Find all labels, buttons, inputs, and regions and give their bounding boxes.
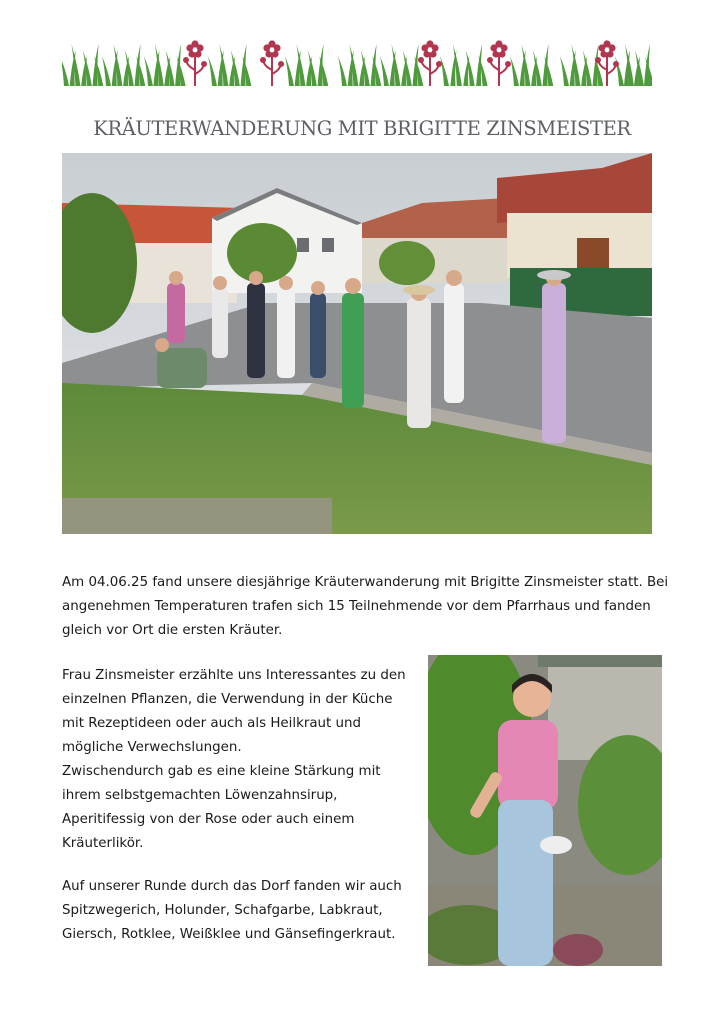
body-line: ihrem selbstgemachten Löwenzahnsirup, [62, 788, 338, 803]
closing-line: Spitzwegerich, Holunder, Schafgarbe, Labkraut, [62, 903, 383, 918]
intro-line: angenehmen Temperaturen trafen sich 15 Teilnehmende vor dem Pfarrhaus und fanden [62, 599, 651, 614]
grass-icon [208, 44, 251, 86]
body-paragraph [62, 664, 417, 856]
decorative-banner [62, 40, 652, 86]
flower-icon [260, 40, 284, 86]
intro-paragraph [62, 571, 669, 643]
grass-icon [615, 44, 652, 86]
body-line: Aperitifessig von der Rose oder auch einem [62, 812, 355, 827]
flower-icon [183, 40, 207, 86]
intro-line: Am 04.06.25 fand unsere diesjährige Kräuterwanderung mit Brigitte Zinsmeister statt. Bei [62, 575, 669, 590]
grass-icon [510, 44, 553, 86]
closing-line: Giersch, Rotklee, Weißklee und Gänsefingerkraut. [62, 927, 396, 942]
page-title: KRÄUTERWANDERUNG MIT BRIGITTE ZINSMEISTER [93, 117, 631, 141]
grass-icon [62, 44, 103, 86]
closing-line: Auf unserer Runde durch das Dorf fanden wir auch [62, 879, 402, 894]
closing-paragraph [62, 875, 417, 947]
body-line: Frau Zinsmeister erzählte uns Interessantes zu den [62, 668, 406, 683]
group-photo [62, 153, 652, 534]
grass-icon [560, 44, 603, 86]
grass-icon [102, 44, 145, 86]
body-line: mögliche Verwechslungen. [62, 740, 242, 755]
portrait-photo [428, 655, 662, 966]
body-line: einzelnen Pflanzen, die Verwendung in der Küche [62, 692, 393, 707]
grass-icon [338, 44, 381, 86]
grass-flower-border [62, 40, 652, 86]
intro-line: gleich vor Ort die ersten Kräuter. [62, 623, 283, 638]
grass-icon [380, 44, 423, 86]
grass-icon [440, 44, 488, 86]
body-line: mit Rezeptideen oder auch als Heilkraut und [62, 716, 362, 731]
grass-icon [144, 44, 186, 86]
body-line: Zwischendurch gab es eine kleine Stärkung mit [62, 764, 381, 779]
grass-icon [285, 44, 328, 86]
flower-icon [487, 40, 511, 86]
body-line: Kräuterlikör. [62, 836, 144, 851]
